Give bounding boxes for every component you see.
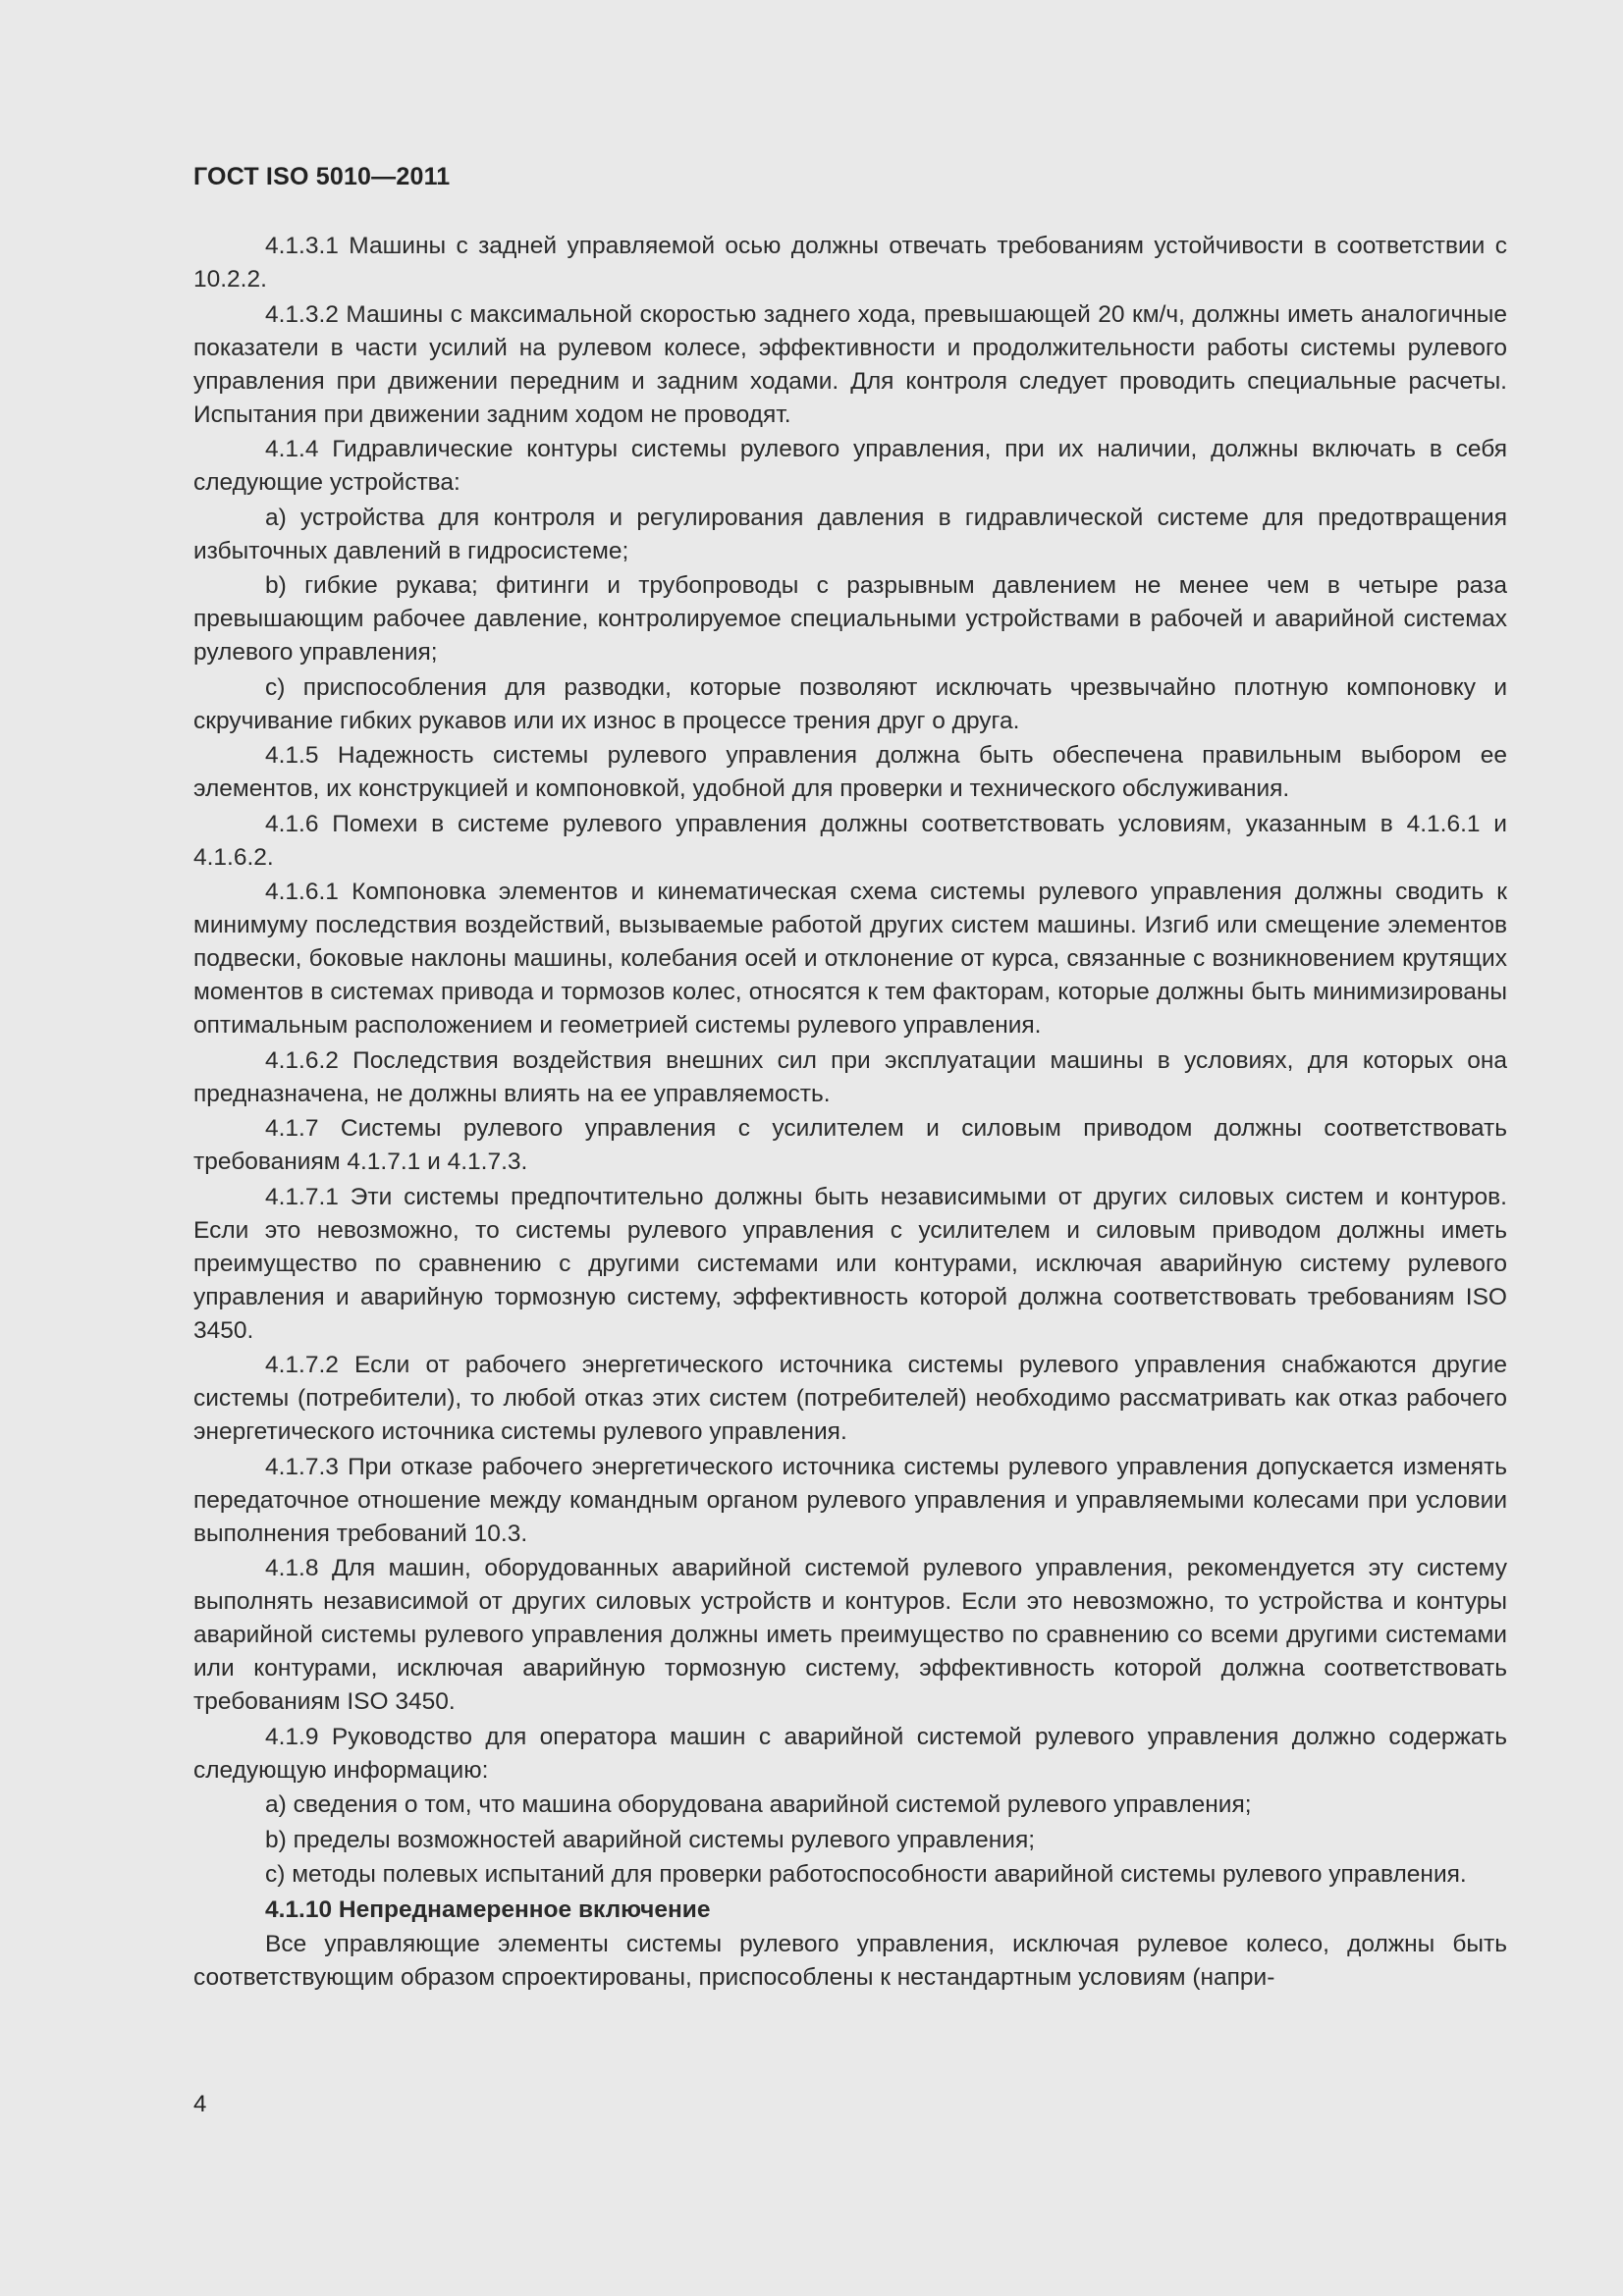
clause-4-1-5: 4.1.5 Надежность системы рулевого управления должна быть обеспечена правильным выбором ее элементов, их конструкцией и компоновкой, удобной для проверки и технического обслуживания.	[193, 742, 1507, 802]
clause-4-1-3-2: 4.1.3.2 Машины с максимальной скоростью заднего хода, превышающей 20 км/ч, должны иметь аналогичные показатели в части усилий на рулевом колесе, эффективности и продолжительности работы системы рулевого управления при движении передним и задним ходами. Для контроля следует проводить специальные расчеты. Испытания при движении задним ходом не проводят.	[193, 300, 1507, 428]
section-heading: 4.1.10 Непреднамеренное включение	[265, 1896, 711, 1923]
clause-4-1-8: 4.1.8 Для машин, оборудованных аварийной системой рулевого управления, рекомендуется эту систему выполнять независимой от других силовых устройств и контуров. Если это невозможно, то устройства и контуры аварийной системы рулевого управления должны иметь преимущество по сравнению со всеми другими системами или контурами, исключая аварийную тормозную систему, эффективность которой должна соответствовать требованиям ISO 3450.	[193, 1555, 1507, 1715]
clause-4-1-6-2: 4.1.6.2 Последствия воздействия внешних сил при эксплуатации машины в условиях, для которых она предназначена, не должны влиять на ее управляемость.	[193, 1046, 1507, 1107]
list-item-c: c) методы полевых испытаний для проверки работоспособности аварийной системы рулевого управления.	[265, 1861, 1467, 1888]
clause-4-1-4: 4.1.4 Гидравлические контуры системы рулевого управления, при их наличии, должны включать в себя следующие устройства:	[193, 436, 1507, 496]
list-item-c: c) приспособления для разводки, которые позволяют исключать чрезвычайно плотную компоновку и скручивание гибких рукавов или их износ в процессе трения друг о друга.	[193, 673, 1507, 734]
clause-4-1-7-1: 4.1.7.1 Эти системы предпочтительно должны быть независимыми от других силовых систем и контуров. Если это невозможно, то системы рулевого управления с усилителем и силовым приводом должны иметь преимущество по сравнению с другими системами или контурами, исключая аварийную систему рулевого управления и аварийную тормозную систему, эффективность которой должна соответствовать требованиям ISO 3450.	[193, 1183, 1507, 1344]
clause-4-1-7-2: 4.1.7.2 Если от рабочего энергетического источника системы рулевого управления снабжаются другие системы (потребители), то любой отказ этих систем (потребителей) необходимо рассматривать как отказ рабочего энергетического источника системы рулевого управления.	[193, 1352, 1507, 1445]
clause-4-1-3-1: 4.1.3.1 Машины с задней управляемой осью должны отвечать требованиям устойчивости в соответствии с 10.2.2.	[193, 233, 1507, 293]
clause-4-1-6-1: 4.1.6.1 Компоновка элементов и кинематическая схема системы рулевого управления должны сводить к минимуму последствия воздействий, вызываемые работой других систем машины. Изгиб или смещение элементов подвески, боковые наклоны машины, колебания осей и отклонение от курса, связанные с возникновением крутящих моментов в системах привода и тормозов колес, относятся к тем факторам, которые должны быть минимизированы оптимальным расположением и геометрией системы рулевого управления.	[193, 879, 1507, 1039]
page-number: 4	[193, 2091, 207, 2117]
clause-4-1-7: 4.1.7 Системы рулевого управления с усилителем и силовым приводом должны соответствовать требованиям 4.1.7.1 и 4.1.7.3.	[193, 1115, 1507, 1175]
list-item-a: a) сведения о том, что машина оборудована аварийной системой рулевого управления;	[265, 1791, 1252, 1818]
clause-4-1-7-3: 4.1.7.3 При отказе рабочего энергетического источника системы рулевого управления допускается изменять передаточное отношение между командным органом рулевого управления и управляемыми колесами при условии выполнения требований 10.3.	[193, 1453, 1507, 1547]
clause-4-1-10-text: Все управляющие элементы системы рулевого управления, исключая рулевое колесо, должны быть соответствующим образом спроектированы, приспособлены к нестандартным условиям (напри-	[193, 1931, 1507, 1991]
clause-4-1-9: 4.1.9 Руководство для оператора машин с аварийной системой рулевого управления должно содержать следующую информацию:	[193, 1723, 1507, 1784]
clause-4-1-6: 4.1.6 Помехи в системе рулевого управления должны соответствовать условиям, указанным в 4.1.6.1 и 4.1.6.2.	[193, 810, 1507, 871]
document-body	[193, 230, 1507, 1997]
list-item-a: a) устройства для контроля и регулирования давления в гидравлической системе для предотвращения избыточных давлений в гидросистеме;	[193, 504, 1507, 564]
list-item-b: b) гибкие рукава; фитинги и трубопроводы с разрывным давлением не менее чем в четыре раза превышающим рабочее давление, контролируемое специальными устройствами в рабочей и аварийной системах рулевого управления;	[193, 572, 1507, 666]
document-header: ГОСТ ISO 5010—2011	[193, 163, 451, 190]
list-item-b: b) пределы возможностей аварийной системы рулевого управления;	[265, 1826, 1036, 1853]
